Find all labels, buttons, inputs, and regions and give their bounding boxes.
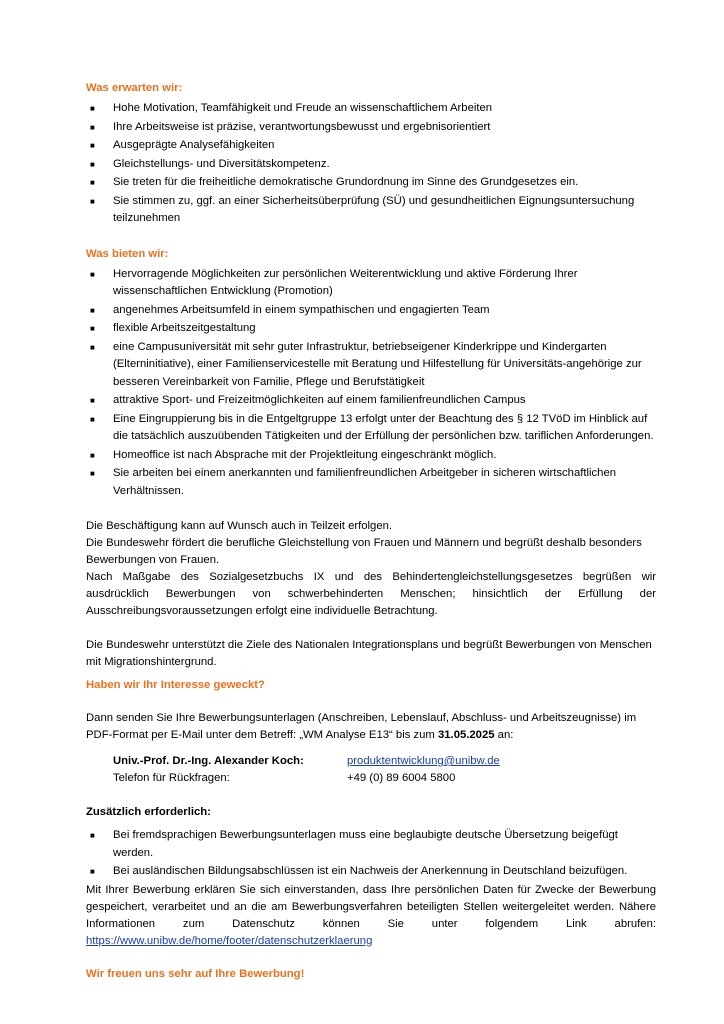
bullet-icon: ■ [90,450,95,460]
list-item: ■ flexible Arbeitszeitgestaltung [86,320,656,338]
section-heading-additional: Zusätzlich erforderlich: [86,806,211,818]
bullet-icon: ■ [90,396,95,405]
list-item: ■ eine Campusuniversität mit sehr guter Infrastruktur, betriebseigener Kinderkrippe und Kindergarten (Elterninitiative), einer Familienservicestelle mit Beratung und Hilfestellung für Universitäts-angehörige zur besseren Vereinbarkeit von Familie, Pflege und Berufstätigkeit [90,340,642,388]
list-item: ■ Bei fremdsprachigen Bewerbungsunterlagen muss eine beglaubigte deutsche Übersetzung beigefügt werden. [90,829,618,859]
integration-paragraph: Die Bundeswehr unterstützt die Ziele des Nationalen Integrationsplans und begrüßt Bewerbungen von Menschen mit Migrationshintergrund. [86,639,652,668]
parttime-paragraph: Die Beschäftigung kann auf Wunsch auch in Teilzeit erfolgen. [86,520,393,532]
expectations-list [86,100,656,228]
bullet-icon: ■ [90,196,95,206]
bullet-icon: ■ [90,159,95,169]
bullet-icon: ■ [90,104,95,113]
bullet-icon: ■ [90,469,95,478]
section-heading-offer: Was bieten wir: [86,247,169,260]
closing-line: Wir freuen uns sehr auf Ihre Bewerbung! [86,967,305,980]
section-heading-interest: Haben wir Ihr Interesse geweckt? [86,679,265,691]
privacy-paragraph: Mit Ihrer Bewerbung erklären Sie sich einverstanden, dass Ihre persönlichen Daten für Zwecke der Bewerbung gespeichert, verarbeitet und an die am Bewerbungsverfahren beteiligten Stellen weitergeleitet werden. Nähere Informationen zum Datenschutz können Sie unter folgendem Link abrufen: https://www.unibw.de/home/footer/datenschutzerklaerung [86,883,656,947]
bullet-icon: ■ [90,141,95,150]
bullet-icon: ■ [90,342,95,352]
list-item: ■ Gleichstellungs- und Diversitätskompetenz. [86,156,656,174]
list-item: ■ Hohe Motivation, Teamfähigkeit und Freude an wissenschaftlichem Arbeiten [86,100,656,118]
list-item: ■ Sie treten für die freiheitliche demokratische Grundordnung im Sinne des Grundgesetzes ein. [86,174,656,192]
offer-list [86,266,656,501]
info-paragraphs [86,518,656,671]
bullet-icon: ■ [90,867,95,876]
list-item: ■ attraktive Sport- und Freizeitmöglichkeiten auf einem familienfreundlichen Campus [86,392,656,410]
bullet-icon: ■ [90,324,95,333]
bullet-icon: ■ [90,831,95,840]
list-item: ■ Eine Eingruppierung bis in die Entgeltgruppe 13 erfolgt unter der Beachtung des § 12 TVöD im Hinblick auf die tatsächlich auszuübenden Tätigkeiten und der Erfüllung der persönlichen bzw. tariflichen Anforderungen. [90,412,654,442]
deadline-date: 31.05.2025 [437,729,495,741]
bullet-icon: ■ [90,122,95,132]
list-item: ■ Sie arbeiten bei einem anerkannten und familienfreundlichen Arbeitgeber in sicheren wirtschaftlichen Verhältnissen. [90,467,617,497]
contact-name: Univ.-Prof. Dr.-Ing. Alexander Koch: [113,755,304,767]
list-item: ■ Ausgeprägte Analysefähigkeiten [86,137,656,155]
application-paragraph: Dann senden Sie Ihre Bewerbungsunterlagen (Anschreiben, Lebenslauf, Abschluss- und Arbeitszeugnisse) im PDF-Format per E-Mail unter dem Betreff: „WM Analyse E13“ bis zum 31.05.2025 an: [86,712,637,741]
bullet-icon: ■ [90,178,95,187]
contact-block [113,753,656,787]
list-item: ■ Bei ausländischen Bildungsabschlüssen ist ein Nachweis der Anerkennung in Deutschland beizufügen. [86,863,656,881]
list-item: ■ Homeoffice ist nach Absprache mit der Projektleitung eingeschränkt möglich. [86,447,656,465]
bullet-icon: ■ [90,269,95,279]
phone-number: +49 (0) 89 6004 5800 [347,772,456,784]
contact-email-link[interactable]: produktentwicklung@unibw.de [347,755,500,767]
list-item: ■ Sie stimmen zu, ggf. an einer Sicherheitsüberprüfung (SÜ) und gesundheitlichen Eignungsuntersuchung teilzunehmen [90,194,635,224]
list-item: ■ angenehmes Arbeitsumfeld in einem sympathischen und engagierten Team [86,302,656,320]
bullet-icon: ■ [90,305,95,315]
equality-paragraph: Die Bundeswehr fördert die berufliche Gleichstellung von Frauen und Männern und begrüßt deshalb besonders Bewerbungen von Frauen. [86,537,642,566]
list-item: ■ Hervorragende Möglichkeiten zur persönlichen Weiterentwicklung und aktive Förderung Ihrer wissenschaftlichen Entwicklung (Promotion) [90,267,578,297]
additional-list [86,827,656,881]
section-heading-expectations: Was erwarten wir: [86,82,183,94]
document-content [86,80,656,983]
phone-label: Telefon für Rückfragen: [113,772,230,784]
privacy-link[interactable]: https://www.unibw.de/home/footer/datenschutzerklaerung [86,934,373,947]
bullet-icon: ■ [90,414,95,424]
disability-paragraph: Nach Maßgabe des Sozialgesetzbuchs IX und des Behindertengleichstellungsgesetzes begrüßen wir ausdrücklich Bewerbungen von schwerbehinderten Menschen; hinsichtlich der Erfüllung der Ausschreibungsvoraussetzungen erfolgt eine individuelle Betrachtung. [86,571,656,617]
list-item: ■ Ihre Arbeitsweise ist präzise, verantwortungsbewusst und ergebnisorientiert [86,119,656,137]
